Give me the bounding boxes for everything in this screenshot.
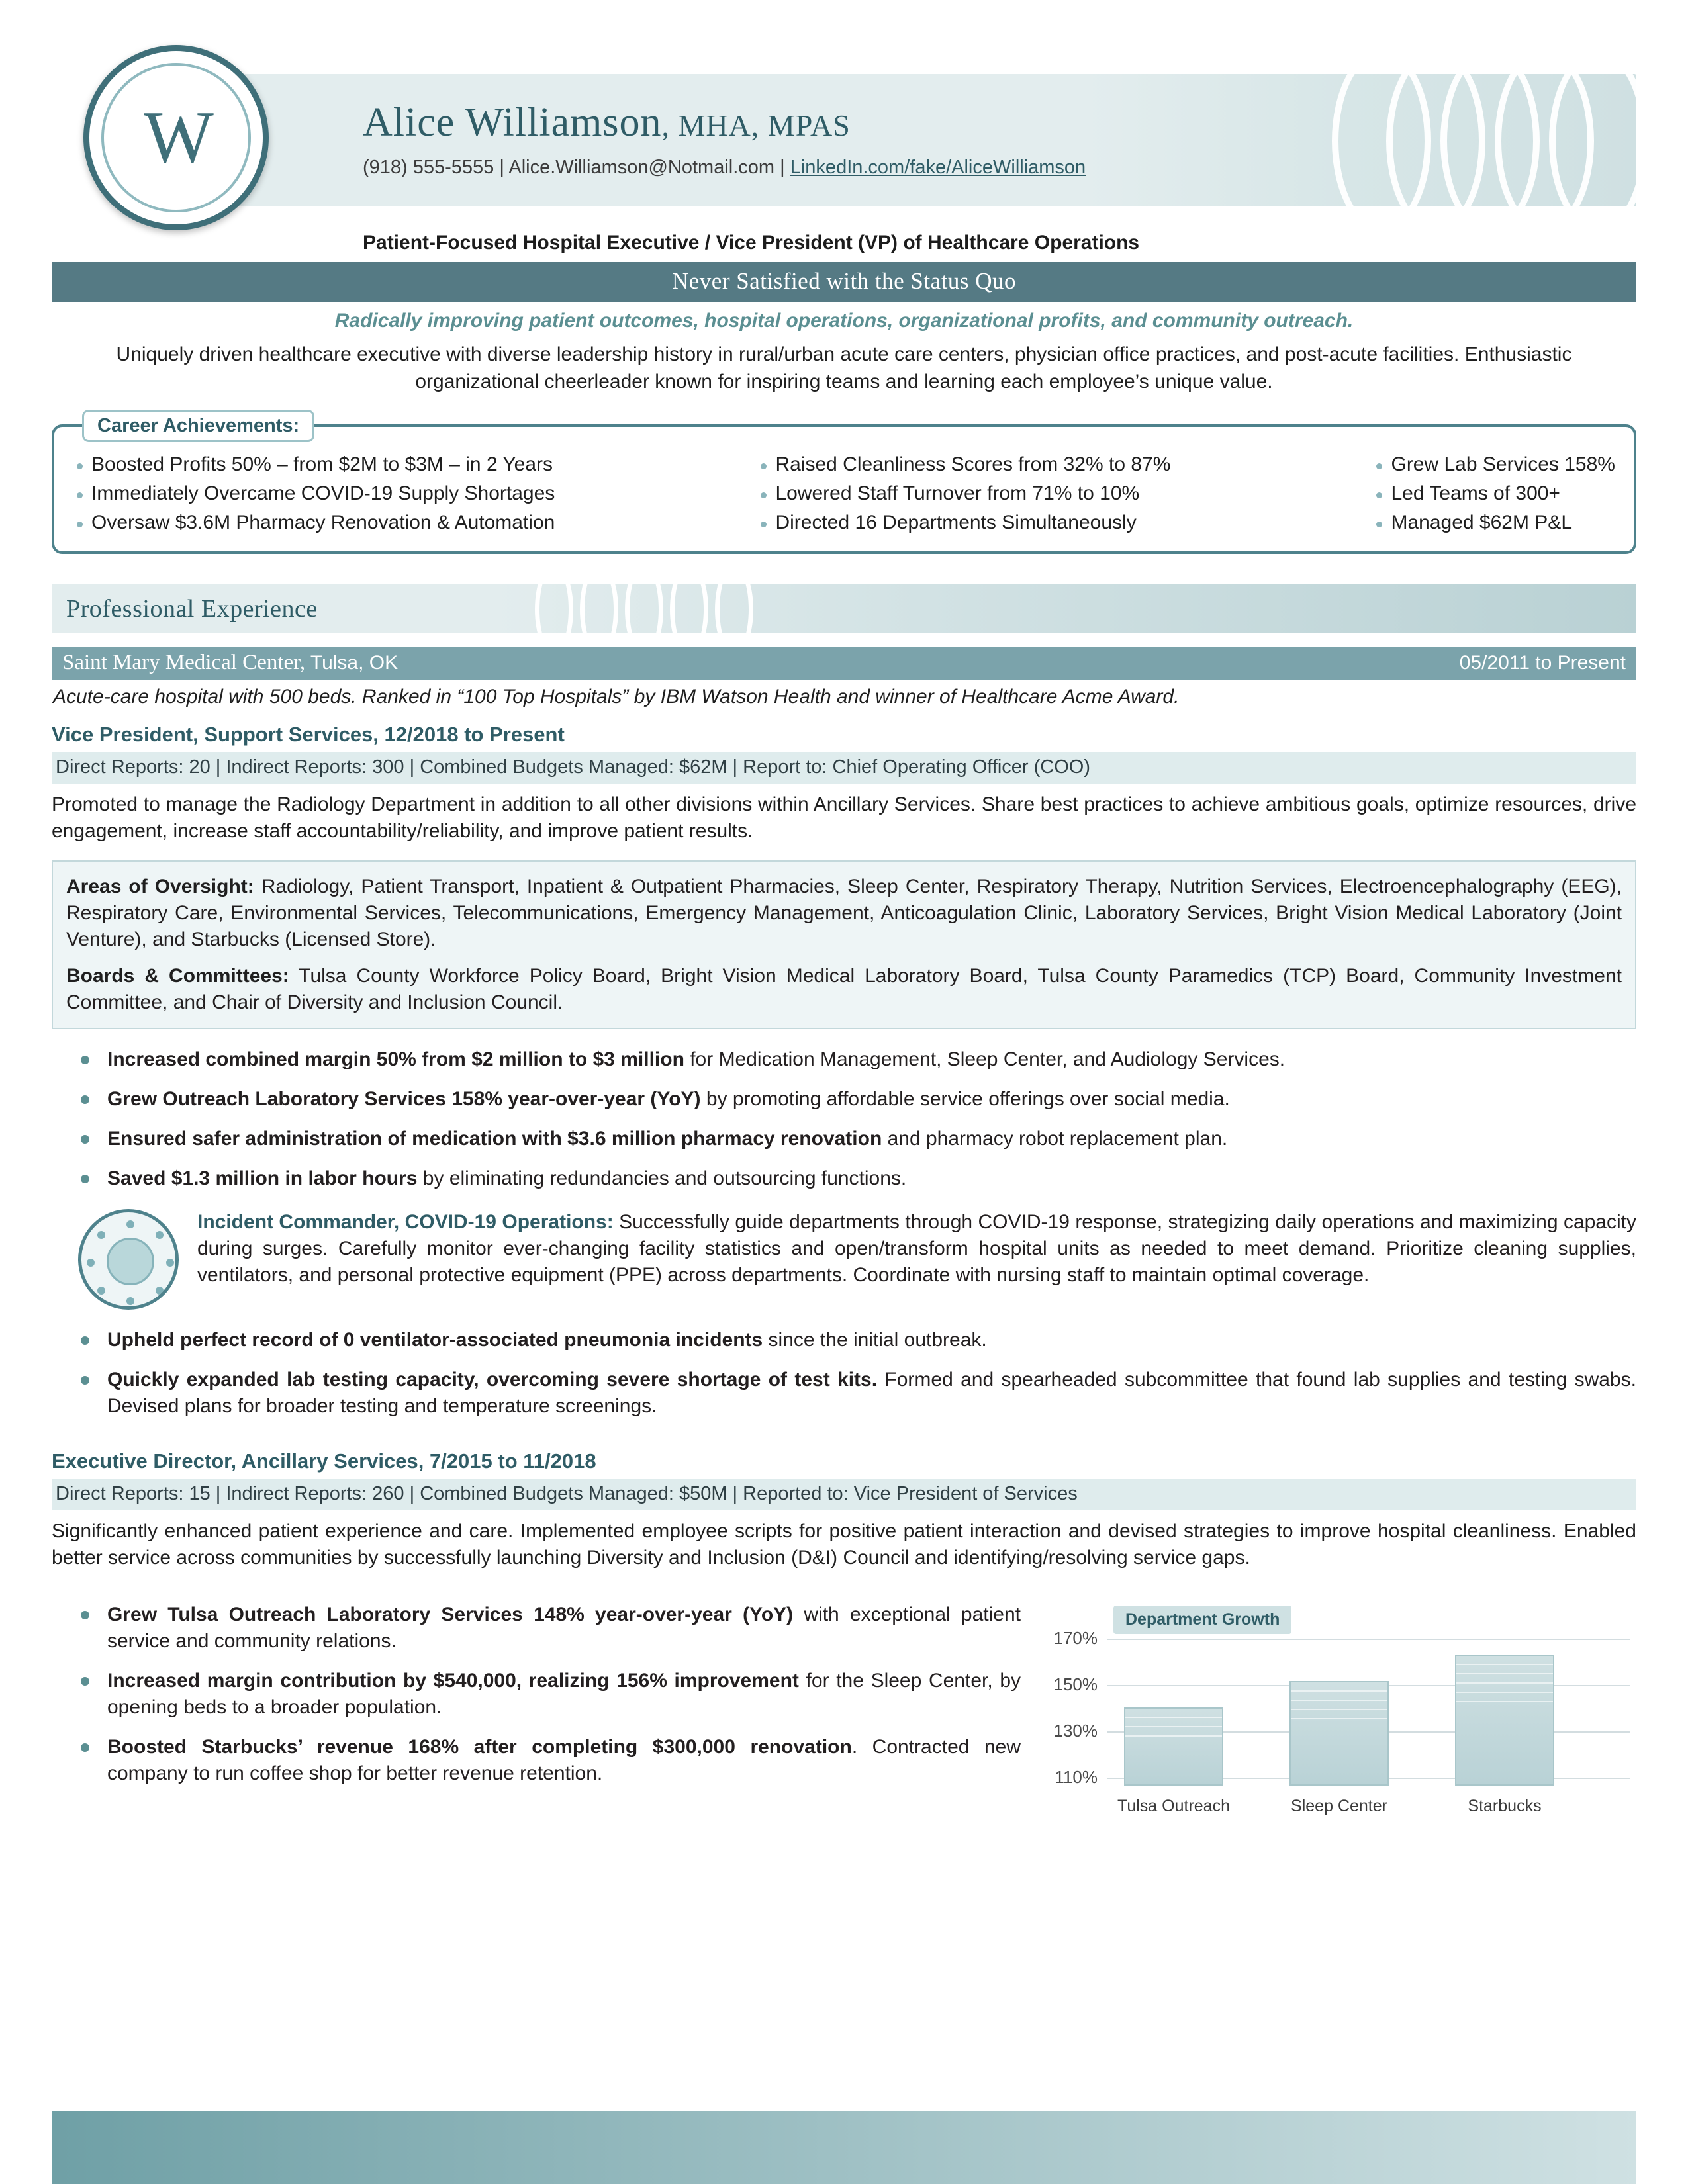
department-growth-chart <box>1041 1602 1636 1820</box>
covid-block <box>52 1209 1636 1310</box>
employer-location: Tulsa, OK <box>305 652 399 674</box>
career-achievements-box <box>52 415 1636 554</box>
bullet-text: with exceptional patient service and community relations. <box>107 1604 1021 1653</box>
bullet-text: by promoting affordable service offerings over social media. <box>700 1088 1230 1111</box>
achievement-item: Directed 16 Departments Simultaneously <box>757 512 1170 534</box>
candidate-name-main: Alice Williamson <box>363 100 662 145</box>
chart-x-label: Starbucks <box>1468 1797 1542 1816</box>
header-swoosh-decoration <box>1325 74 1636 206</box>
chart-y-tick: 150% <box>1053 1674 1098 1695</box>
role-2-bullets-wrap <box>52 1584 1021 1820</box>
section-swoosh-decoration <box>528 584 1636 633</box>
achievement-item: Lowered Staff Turnover from 71% to 10% <box>757 482 1170 505</box>
bullet-text: and pharmacy robot replacement plan. <box>882 1128 1228 1150</box>
virus-core <box>107 1238 154 1285</box>
achievement-item: Led Teams of 300+ <box>1372 482 1615 505</box>
list-item <box>52 1327 1636 1353</box>
bullet-bold: Saved $1.3 million in labor hours <box>107 1167 418 1189</box>
achievement-item: Grew Lab Services 158% <box>1372 453 1615 476</box>
achievement-item: Boosted Profits 50% – from $2M to $3M – in 2 Years <box>73 453 555 476</box>
bullet-text: for Medication Management, Sleep Center, and Audiology Services. <box>684 1048 1286 1071</box>
role-reporting-line-1: Direct Reports: 20 | Indirect Reports: 300 | Combined Budgets Managed: $62M | Report to: Chief Operating Officer (COO) <box>52 752 1636 784</box>
employer-bar <box>52 647 1636 680</box>
bullet-text: by eliminating redundancies and outsourcing functions. <box>417 1167 907 1189</box>
chart-bar <box>1455 1655 1554 1786</box>
list-item <box>52 1602 1021 1655</box>
section-heading-professional-experience <box>52 584 1636 633</box>
bullet-bold: Grew Tulsa Outreach Laboratory Services 148% year-over-year (YoY) <box>107 1604 794 1626</box>
role-summary-2: Significantly enhanced patient experience and care. Implemented employee scripts for positive patient interaction and devised strategies to improve hospital cleanliness. Enabled better service across communities by successfully launching Diversity and Inclusion (D&I) Council and identifying/resolving service gaps. <box>52 1520 1636 1569</box>
list-item <box>52 1367 1636 1420</box>
areas-of-oversight-text: Radiology, Patient Transport, Inpatient & Outpatient Pharmacies, Sleep Center, Respiratory Therapy, Nutrition Services, Electroencephalography (EEG), Respiratory Care, Environmental Services, Telecommunications, Emergency Management, Anticoagulation Clinic, Laboratory Services, Bright Vision Medical Laboratory (Joint Venture), and Starbucks (Licensed Store). <box>66 875 1622 950</box>
career-achievements-title: Career Achievements: <box>82 410 314 442</box>
chart-x-label: Tulsa Outreach <box>1117 1797 1230 1816</box>
virus-icon <box>78 1209 179 1310</box>
career-achievements-columns <box>73 453 1615 534</box>
employer-description: Acute-care hospital with 500 beds. Ranked in “100 Top Hospitals” by IBM Watson Health and winner of Healthcare Acme Award. <box>53 686 1180 707</box>
achievements-column-3 <box>1372 453 1615 534</box>
role-2-bullets <box>52 1602 1021 1786</box>
role-summary-1: Promoted to manage the Radiology Department in addition to all other divisions within Ancillary Services. Share best practices to achieve ambitious goals, optimize resources, drive engagement, increase staff accountability/reliability, and improve patient results. <box>52 794 1636 842</box>
achievement-item: Immediately Overcame COVID-19 Supply Shortages <box>73 482 555 505</box>
role-title-2: Executive Director, Ancillary Services, 7/2015 to 11/2018 <box>52 1449 596 1473</box>
bullet-bold: Ensured safer administration of medication with $3.6 million pharmacy renovation <box>107 1128 882 1150</box>
contact-line <box>363 157 1086 179</box>
areas-of-oversight <box>66 874 1622 953</box>
contact-separator-2: | <box>774 157 790 178</box>
role-1-bullets-secondary <box>52 1327 1636 1420</box>
email-text: Alice.Williamson@Notmail.com <box>508 157 775 178</box>
achievements-column-2 <box>757 453 1170 534</box>
boards-label: Boards & Committees: <box>66 965 289 987</box>
bullet-text: . Contracted new company to run coffee shop for better revenue retention. <box>107 1735 1021 1784</box>
achievements-column-1 <box>73 453 555 534</box>
boards-text: Tulsa County Workforce Policy Board, Bright Vision Medical Laboratory Board, Tulsa County Paramedics (TCP) Board, Community Investment Committee, and Chair of Diversity and Inclusion Council. <box>66 965 1622 1014</box>
chart-bar <box>1124 1707 1223 1786</box>
chart-bar <box>1289 1681 1389 1786</box>
list-item <box>52 1046 1636 1073</box>
chart-title: Department Growth <box>1113 1606 1291 1634</box>
oversight-box <box>52 860 1636 1029</box>
candidate-credentials: , MHA, MPAS <box>661 109 851 142</box>
chart-y-tick: 170% <box>1053 1628 1098 1649</box>
contact-separator-1: | <box>494 157 509 178</box>
section-heading-text: Professional Experience <box>66 595 318 623</box>
achievement-item: Oversaw $3.6M Pharmacy Renovation & Automation <box>73 512 555 534</box>
bullet-text: Formed and spearheaded subcommittee that found lab supplies and testing swabs. Devised plans for broader testing and temperature screenings. <box>107 1368 1636 1417</box>
list-item <box>52 1165 1636 1192</box>
professional-tagline: Patient-Focused Hospital Executive / Vice President (VP) of Healthcare Operations <box>363 232 1140 253</box>
covid-paragraph <box>197 1209 1636 1289</box>
chart-y-tick: 110% <box>1055 1767 1098 1788</box>
bullet-bold: Quickly expanded lab testing capacity, overcoming severe shortage of test kits. <box>107 1368 878 1390</box>
covid-role-label: Incident Commander, COVID-19 Operations: <box>197 1210 614 1233</box>
summary-paragraph: Uniquely driven healthcare executive with diverse leadership history in rural/urban acute care centers, physician office practices, and post-acute facilities. Enthusiastic organizational cheerleader known for inspiring teams and learning each employee’s unique value. <box>116 343 1572 392</box>
monogram-letter: W <box>144 96 205 179</box>
bullet-bold: Increased margin contribution by $540,000, realizing 156% improvement <box>107 1670 799 1692</box>
list-item <box>52 1734 1021 1787</box>
name-block <box>363 99 1086 179</box>
linkedin-link[interactable]: LinkedIn.com/fake/AliceWilliamson <box>790 157 1086 178</box>
employment-dates: 05/2011 to Present <box>1459 651 1626 674</box>
chart-y-tick: 130% <box>1053 1721 1098 1741</box>
achievement-item: Managed $62M P&L <box>1372 512 1615 534</box>
list-item <box>52 1086 1636 1113</box>
bullet-text: since the initial outbreak. <box>763 1328 987 1351</box>
boards-and-committees <box>66 963 1622 1016</box>
banner-subtitle: Radically improving patient outcomes, hospital operations, organizational profits, and community outreach. <box>334 310 1354 332</box>
bullet-text: for the Sleep Center, by opening beds to a broader population. <box>107 1670 1021 1718</box>
role-1-bullets <box>52 1046 1636 1192</box>
phone-text: (918) 555-5555 <box>363 157 494 178</box>
bullet-bold: Increased combined margin 50% from $2 million to $3 million <box>107 1048 684 1071</box>
bullet-bold: Upheld perfect record of 0 ventilator-associated pneumonia incidents <box>107 1328 763 1351</box>
candidate-name <box>363 99 1086 146</box>
banner-title: Never Satisfied with the Status Quo <box>52 262 1636 302</box>
chart-x-label: Sleep Center <box>1291 1797 1387 1816</box>
monogram-inner-ring <box>101 63 251 212</box>
monogram-logo <box>83 45 269 230</box>
employer-name-wrap <box>62 651 398 675</box>
achievement-item: Raised Cleanliness Scores from 32% to 87% <box>757 453 1170 476</box>
chart-gridline <box>1107 1639 1630 1640</box>
list-item <box>52 1668 1021 1721</box>
covid-role-text: Successfully guide departments through COVID-19 response, strategizing daily operations and maximizing capacity during surges. Carefully monitor ever-changing facility statistics and open/transform hospital units as needed to meet demand. Prioritize cleaning supplies, ventilators, and personal protective equipment (PPE) across departments. Coordinate with nursing staff to maintain optimal coverage. <box>197 1210 1636 1286</box>
bullet-bold: Boosted Starbucks’ revenue 168% after completing $300,000 renovation <box>107 1735 852 1758</box>
footer-accent-bar <box>52 2111 1636 2184</box>
role-title-1: Vice President, Support Services, 12/2018 to Present <box>52 723 565 746</box>
list-item <box>52 1126 1636 1152</box>
resume-header <box>52 26 1636 253</box>
role-reporting-line-2: Direct Reports: 15 | Indirect Reports: 260 | Combined Budgets Managed: $50M | Reported to: Vice President of Services <box>52 1479 1636 1510</box>
areas-of-oversight-label: Areas of Oversight: <box>66 875 254 897</box>
bullet-bold: Grew Outreach Laboratory Services 158% year-over-year (YoY) <box>107 1088 701 1111</box>
role-2-lower-section <box>52 1584 1636 1820</box>
employer-name: Saint Mary Medical Center, <box>62 651 306 674</box>
